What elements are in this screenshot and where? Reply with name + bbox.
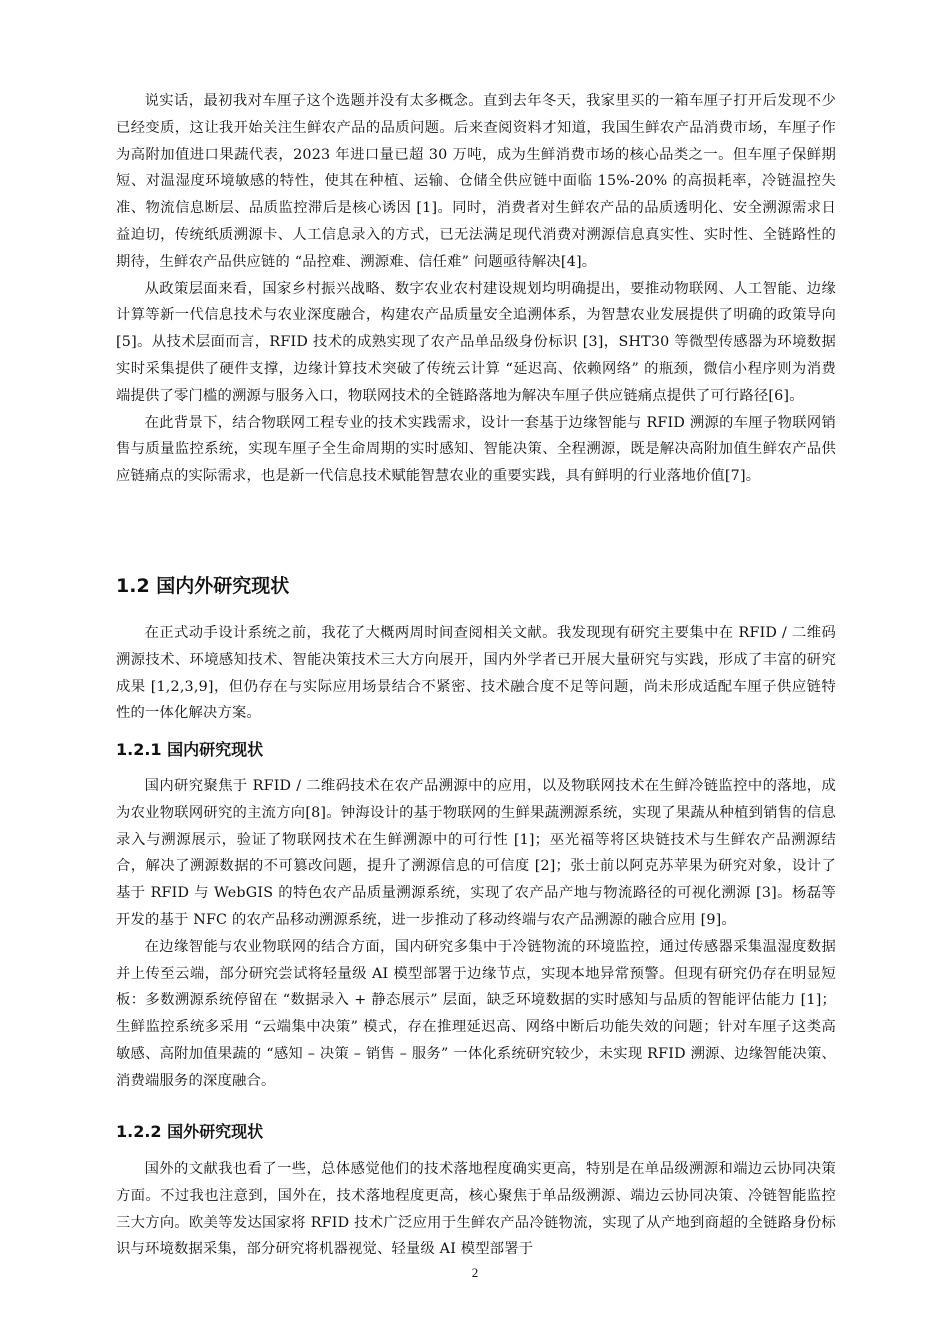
intro-paragraph-2: 从政策层面来看，国家乡村振兴战略、数字农业农村建设规划均明确提出，要推动物联网、人工智能、边缘计算等新一代信息技术与农业深度融合，构建农产品质量安全追溯体系，为智慧农业发展提供了明确的政策导向[5]。从技术层面而言，RFID 技术的成熟实现了农产品单品级身份标识 [3]，SHT30 等微型传感器为环境数据实时采集提供了硬件支撑，边缘计算技术突破了传统云计算 “延迟高、依赖网络” 的瓶颈，微信小程序则为消费端提供了零门槛的溯源与服务入口，物联网技术的全链路落地为解决车厘子供应链痛点提供了可行路径[6]。 xyxy=(116,280,836,404)
section-1-2-1-body xyxy=(116,773,836,1095)
section-1-2-paragraph: 在正式动手设计系统之前，我花了大概两周时间查阅相关文献。我发现现有研究主要集中在 RFID / 二维码溯源技术、环境感知技术、智能决策技术三大方向展开，国内外学者已开展大量研究与实践，形成了丰富的研究成果 [1,2,3,9]，但仍存在与实际应用场景结合不紧密、技术融合度不足等问题，尚未形成适配车厘子供应链特性的一体化解决方案。 xyxy=(116,625,836,722)
intro-paragraph-3: 在此背景下，结合物联网工程专业的技术实践需求，设计一套基于边缘智能与 RFID 溯源的车厘子物联网销售与质量监控系统，实现车厘子全生命周期的实时感知、智能决策、全程溯源，既是解决高附加值生鲜农产品供应链痛点的实际需求，也是新一代信息技术赋能智慧农业的重要实践，具有鲜明的行业落地价值[7]。 xyxy=(116,414,836,485)
section-heading-1-2-2: 1.2.2 国外研究现状 xyxy=(116,1122,264,1141)
section-1-2-2-paragraph: 国外的文献我也看了一些，总体感觉他们的技术落地程度确实更高，特别是在单品级溯源和端边云协同决策方面。不过我也注意到，国外在，技术落地程度更高，核心聚焦于单品级溯源、端边云协同决策、冷链智能监控三大方向。欧美等发达国家将 RFID 技术广泛应用于生鲜农产品冷链物流，实现了从产地到商超的全链路身份标识与环境数据采集，部分研究将机器视觉、轻量级 AI 模型部署于 xyxy=(116,1161,836,1258)
section-1-2-1-paragraph-1: 国内研究聚焦于 RFID / 二维码技术在农产品溯源中的应用，以及物联网技术在生鲜冷链监控中的落地，成为农业物联网研究的主流方向[8]。钟海设计的基于物联网的生鲜果蔬溯源系统，实现了果蔬从种植到销售的信息录入与溯源展示，验证了物联网技术在生鲜溯源中的可行性 [1]；巫光福等将区块链技术与生鲜农产品溯源结合，解决了溯源数据的不可篡改问题，提升了溯源信息的可信度 [2]；张士前以阿克苏苹果为研究对象，设计了基于 RFID 与 WebGIS 的特色农产品质量溯源系统，实现了农产品产地与物流路径的可视化溯源 [3]。杨磊等开发的基于 NFC 的农产品移动溯源系统，进一步推动了移动终端与农产品溯源的融合应用 [9]。 xyxy=(116,778,836,928)
intro-paragraphs xyxy=(116,88,836,490)
section-1-2-2-body xyxy=(116,1156,836,1263)
section-1-2-1-paragraph-2: 在边缘智能与农业物联网的结合方面，国内研究多集中于冷链物流的环境监控，通过传感器采集温湿度数据并上传至云端，部分研究尝试将轻量级 AI 模型部署于边缘节点，实现本地异常预警。但现有研究仍存在明显短板：多数溯源系统停留在 “数据录入 + 静态展示” 层面，缺乏环境数据的实时感知与品质的智能评估能力 [1]；生鲜监控系统多采用 “云端集中决策” 模式，存在推理延迟高、网络中断后功能失效的问题；针对车厘子这类高敏感、高附加值果蔬的 “感知 – 决策 – 销售 – 服务” 一体化系统研究较少，未实现 RFID 溯源、边缘智能决策、消费端服务的深度融合。 xyxy=(116,938,836,1089)
section-heading-1-2: 1.2 国内外研究现状 xyxy=(116,575,290,597)
section-heading-1-2-1: 1.2.1 国内研究现状 xyxy=(116,740,264,759)
intro-paragraph-1: 说实话，最初我对车厘子这个选题并没有太多概念。直到去年冬天，我家里买的一箱车厘子打开后发现不少已经变质，这让我开始关注生鲜农产品的品质问题。后来查阅资料才知道，我国生鲜农产品消费市场，车厘子作为高附加值进口果蔬代表，2023 年进口量已超 30 万吨，成为生鲜消费市场的核心品类之一。但车厘子保鲜期短、对温湿度环境敏感的特性，使其在种植、运输、仓储全供应链中面临 15%-20% 的高损耗率，冷链温控失准、物流信息断层、品质监控滞后是核心诱因 [1]。同时，消费者对生鲜农产品的品质透明化、安全溯源需求日益迫切，传统纸质溯源卡、人工信息录入的方式，已无法满足现代消费对溯源信息真实性、实时性、全链路性的期待，生鲜农产品供应链的 “品控难、溯源难、信任难” 问题亟待解决[4]。 xyxy=(116,93,836,270)
section-1-2-body xyxy=(116,620,836,727)
page-number: 2 xyxy=(471,1265,479,1280)
